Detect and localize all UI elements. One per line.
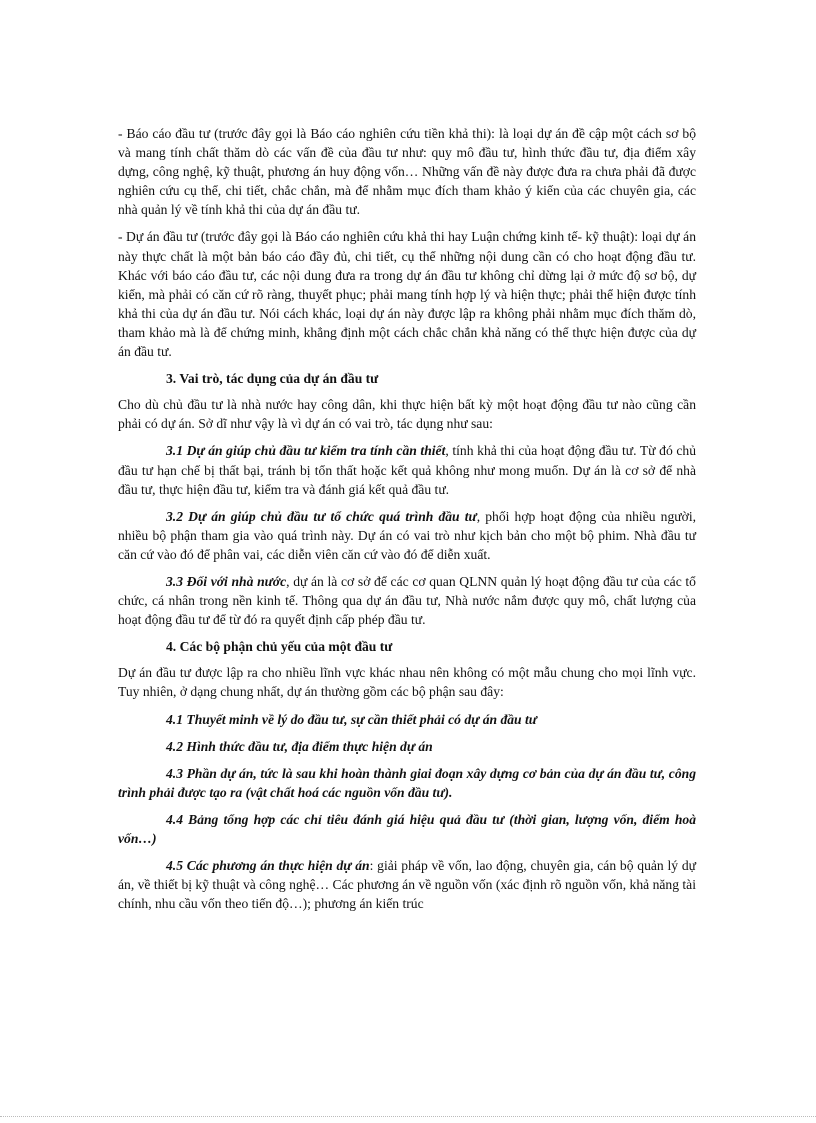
page-bottom-divider xyxy=(0,1116,816,1117)
subsection-3-3-title: 3.3 Đối với nhà nước xyxy=(166,573,287,589)
subsection-3-2-text: , phối hợp hoạt động của nhiều người, nhiều bộ phận tham gia vào quá trình này. Dự án có vai trò như kịch bản cho một bộ phim. Nhà đầu tư căn cứ vào đó để phân vai, các diễn viên căn cứ vào đó để diễn xuất. xyxy=(118,508,696,562)
section-heading-3: 3. Vai trò, tác dụng của dự án đầu tư xyxy=(166,371,379,387)
subsection-4-5-text: : giải pháp về vốn, lao động, chuyên gia, cán bộ quản lý dự án, về thiết bị kỹ thuật và công nghệ… Các phương án về nguồn vốn (xác định rõ nguồn vốn, khả năng tài chính, nhu cầu vốn theo tiến độ…); phương án kiến trúc xyxy=(118,858,696,912)
subsection-3-2 xyxy=(118,507,696,564)
document-page xyxy=(118,124,696,921)
paragraph-bao-cao-dau-tu: - Báo cáo đầu tư (trước đây gọi là Báo cáo nghiên cứu tiền khả thi): là loại dự án đề cập một cách sơ bộ và mang tính chất thăm dò các vấn đề của đầu tư như: quy mô đầu tư, hình thức đầu tư, địa điểm xây dựng, công nghệ, kỹ thuật, phương án huy động vốn… Những vấn đề này được đưa ra chưa phải đã được nghiên cứu cụ thể, chi tiết, chắc chắn, mà để nhằm mục đích tham khảo ý kiến của các chuyên gia, các nhà quản lý về tính khả thi của dự án đầu tư. xyxy=(118,126,696,218)
paragraph-section-3-intro: Cho dù chủ đầu tư là nhà nước hay công dân, khi thực hiện bất kỳ một hoạt động đầu tư nào cũng cần phải có dự án. Sở dĩ như vậy là vì dự án có vai trò, tác dụng như sau: xyxy=(118,397,696,432)
subsection-3-1-text: , tính khả thi của hoạt động đầu tư. Từ đó chủ đầu tư hạn chế bị thất bại, tránh bị tổn thất hoặc kết quả không như mong muốn. Dự án là cơ sở để nhà đầu tư, thực hiện đầu tư, kiểm tra và đánh giá kết quả đầu tư. xyxy=(118,443,696,497)
subsection-4-2: 4.2 Hình thức đầu tư, địa điểm thực hiện dự án xyxy=(166,738,433,754)
subsection-4-1: 4.1 Thuyết minh về lý do đầu tư, sự cần thiết phải có dự án đầu tư xyxy=(166,711,537,727)
section-heading-4: 4. Các bộ phận chủ yếu của một đầu tư xyxy=(166,639,393,655)
subsection-4-5-title: 4.5 Các phương án thực hiện dự án xyxy=(166,858,370,874)
subsection-3-3-text: , dự án là cơ sở để các cơ quan QLNN quản lý hoạt động đầu tư của các tổ chức, cá nhân trong nền kinh tế. Thông qua dự án đầu tư, Nhà nước nắm được quy mô, chất lượng của hoạt động đầu tư để từ đó ra quyết định cấp phép đầu tư. xyxy=(118,573,696,628)
paragraph-section-4-intro: Dự án đầu tư được lập ra cho nhiều lĩnh vực khác nhau nên không có một mẫu chung cho mọi lĩnh vực. Tuy nhiên, ở dạng chung nhất, dự án thường gồm các bộ phận sau đây: xyxy=(118,665,696,700)
subsection-4-3: 4.3 Phần dự án, tức là sau khi hoàn thành giai đoạn xây dựng cơ bản của dự án đầu tư, công trình phải được tạo ra (vật chất hoá các nguồn vốn đầu tư). xyxy=(118,765,696,800)
paragraph-du-an-dau-tu: - Dự án đầu tư (trước đây gọi là Báo cáo nghiên cứu khả thi hay Luận chứng kinh tế- kỹ thuật): loại dự án này thực chất là một bản báo cáo đầy đủ, chi tiết, cụ thể những nội dung cần có cho hoạt động đầu tư. Khác với báo cáo đầu tư, các nội dung đưa ra trong dự án đầu tư không chỉ dừng lại ở mức độ sơ bộ, dự kiến, mà phải có căn cứ rõ ràng, thuyết phục; phải mang tính hợp lý và hiện thực; phải thể hiện được tính khả thi của dự án đầu tư. Nói cách khác, loại dự án này được lập ra không phải nhằm mục đích thăm dò, tham khảo mà là để chứng minh, khẳng định một cách chắc chắn khả năng có thể thực hiện được của dự án đầu tư. xyxy=(118,229,696,360)
subsection-3-1-title: 3.1 Dự án giúp chủ đầu tư kiểm tra tính cần thiết xyxy=(166,443,446,459)
subsection-3-1 xyxy=(118,441,696,498)
subsection-3-3 xyxy=(118,572,696,629)
subsection-4-4: 4.4 Bảng tổng hợp các chỉ tiêu đánh giá hiệu quả đầu tư (thời gian, lượng vốn, điểm hoà vốn…) xyxy=(118,811,696,846)
subsection-4-5 xyxy=(118,856,696,913)
subsection-3-2-title: 3.2 Dự án giúp chủ đầu tư tổ chức quá trình đầu tư xyxy=(166,508,477,524)
